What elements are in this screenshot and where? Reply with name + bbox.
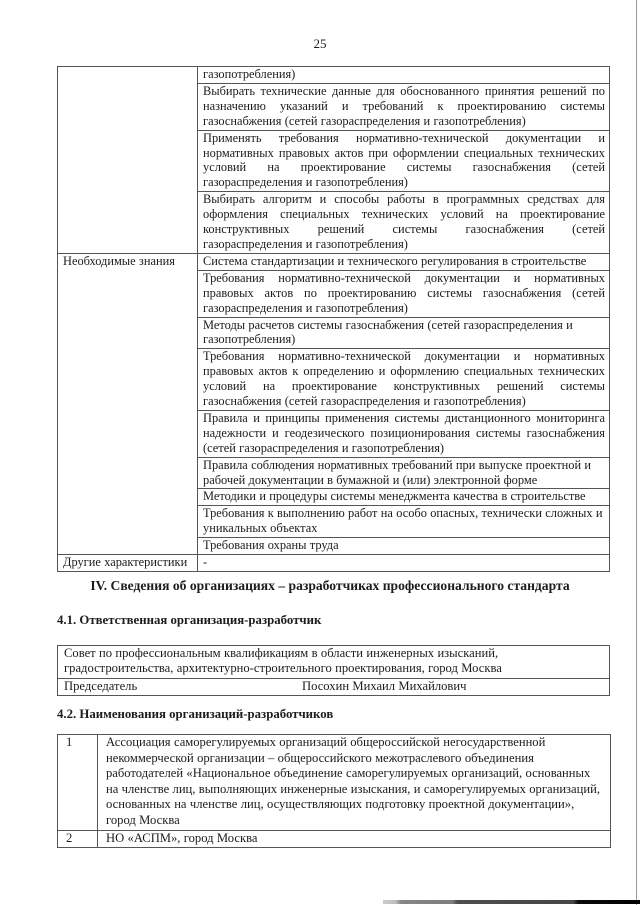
table-row: [58, 555, 610, 572]
scan-edge-artifact-bottom: [383, 900, 640, 904]
scan-edge-artifact-right: [636, 0, 637, 905]
knowledge-label-cell: Необходимые знания: [58, 253, 198, 554]
table-row: [58, 735, 611, 831]
table-row: [58, 646, 610, 679]
empty-label-cell: [58, 67, 198, 254]
skill-cell: Применять требования нормативно-технической документации и нормативных правовых актов при оформлении специальных технических условий на проектирование системы газоснабжения (сетей газораспределения и газопотребления): [198, 130, 610, 192]
skill-cell: Выбирать технические данные для обоснованного принятия решений по назначению указаний и требований к проектированию системы газоснабжения (сетей газораспределения и газопотребления): [198, 83, 610, 130]
knowledge-cell: Система стандартизации и технического регулирования в строительстве: [198, 253, 610, 270]
organization-cell: Совет по профессиональным квалификациям в области инженерных изысканий, градостроительства, архитектурно-строительного проектирования, город Москва: [58, 646, 610, 679]
knowledge-cell: Требования нормативно-технической документации и нормативных правовых актов к определению и оформлению специальных технических условий на проектирование конструктивных решений системы газоснабжения (сетей газораспределения и газопотребления): [198, 349, 610, 411]
knowledge-cell: Требования нормативно-технической документации и нормативных правовых актов по проектированию системы газоснабжения (сетей газораспределения и газопотребления): [198, 270, 610, 317]
knowledge-cell: Требования к выполнению работ на особо опасных, технически сложных и уникальных объектах: [198, 506, 610, 538]
row-number-cell: 2: [58, 830, 98, 848]
knowledge-cell: Требования охраны труда: [198, 538, 610, 555]
chairman-cell: [58, 678, 610, 695]
other-label-cell: Другие характеристики: [58, 555, 198, 572]
organization-name-cell: Ассоциация саморегулируемых организаций общероссийской негосударственной некоммерческой организации – общероссийского межотраслевого объединения работодателей «Национальное объединение саморегулируемых организаций, основанных на членстве лиц, выполняющих инженерные изыскания, и саморегулируемых организаций, основанных на членстве лиц, осуществляющих подготовку проектной документации», город Москва: [98, 735, 611, 831]
knowledge-cell: Методы расчетов системы газоснабжения (сетей газораспределения и газопотребления): [198, 317, 610, 349]
section-iv-heading: IV. Сведения об организациях – разработчиках профессионального стандарта: [90, 578, 570, 593]
subsection-4-2-heading: 4.2. Наименования организаций-разработчиков: [57, 707, 334, 721]
knowledge-cell: Правила соблюдения нормативных требований при выпуске проектной и рабочей документации в бумажной и (или) электронной форме: [198, 457, 610, 489]
table-row: [58, 253, 610, 270]
role-label: Председатель: [64, 678, 138, 693]
developer-organizations-table: [57, 734, 611, 848]
table-row: [58, 678, 610, 695]
row-number-cell: 1: [58, 735, 98, 831]
table-row: [58, 67, 610, 84]
responsible-organization-table: [57, 645, 610, 696]
skills-knowledge-table: [57, 66, 610, 572]
knowledge-cell: Методики и процедуры системы менеджмента качества в строительстве: [198, 489, 610, 506]
skill-cell: Выбирать алгоритм и способы работы в программных средствах для оформления специальных технических условий на проектирование конструктивных решений системы газоснабжения (сетей газораспределения и газопотребления): [198, 192, 610, 254]
organization-name-cell: НО «АСПМ», город Москва: [98, 830, 611, 848]
other-value-cell: -: [198, 555, 610, 572]
chairman-name: Посохин Михаил Михайлович: [302, 678, 467, 693]
page-number: 25: [313, 36, 327, 51]
knowledge-cell: Правила и принципы применения системы дистанционного мониторинга надежности и геодезического позиционирования системы газоснабжения (сетей газораспределения и газопотребления): [198, 410, 610, 457]
skill-cell: газопотребления): [198, 67, 610, 84]
table-row: [58, 830, 611, 848]
subsection-4-1-heading: 4.1. Ответственная организация-разработчик: [57, 613, 322, 627]
